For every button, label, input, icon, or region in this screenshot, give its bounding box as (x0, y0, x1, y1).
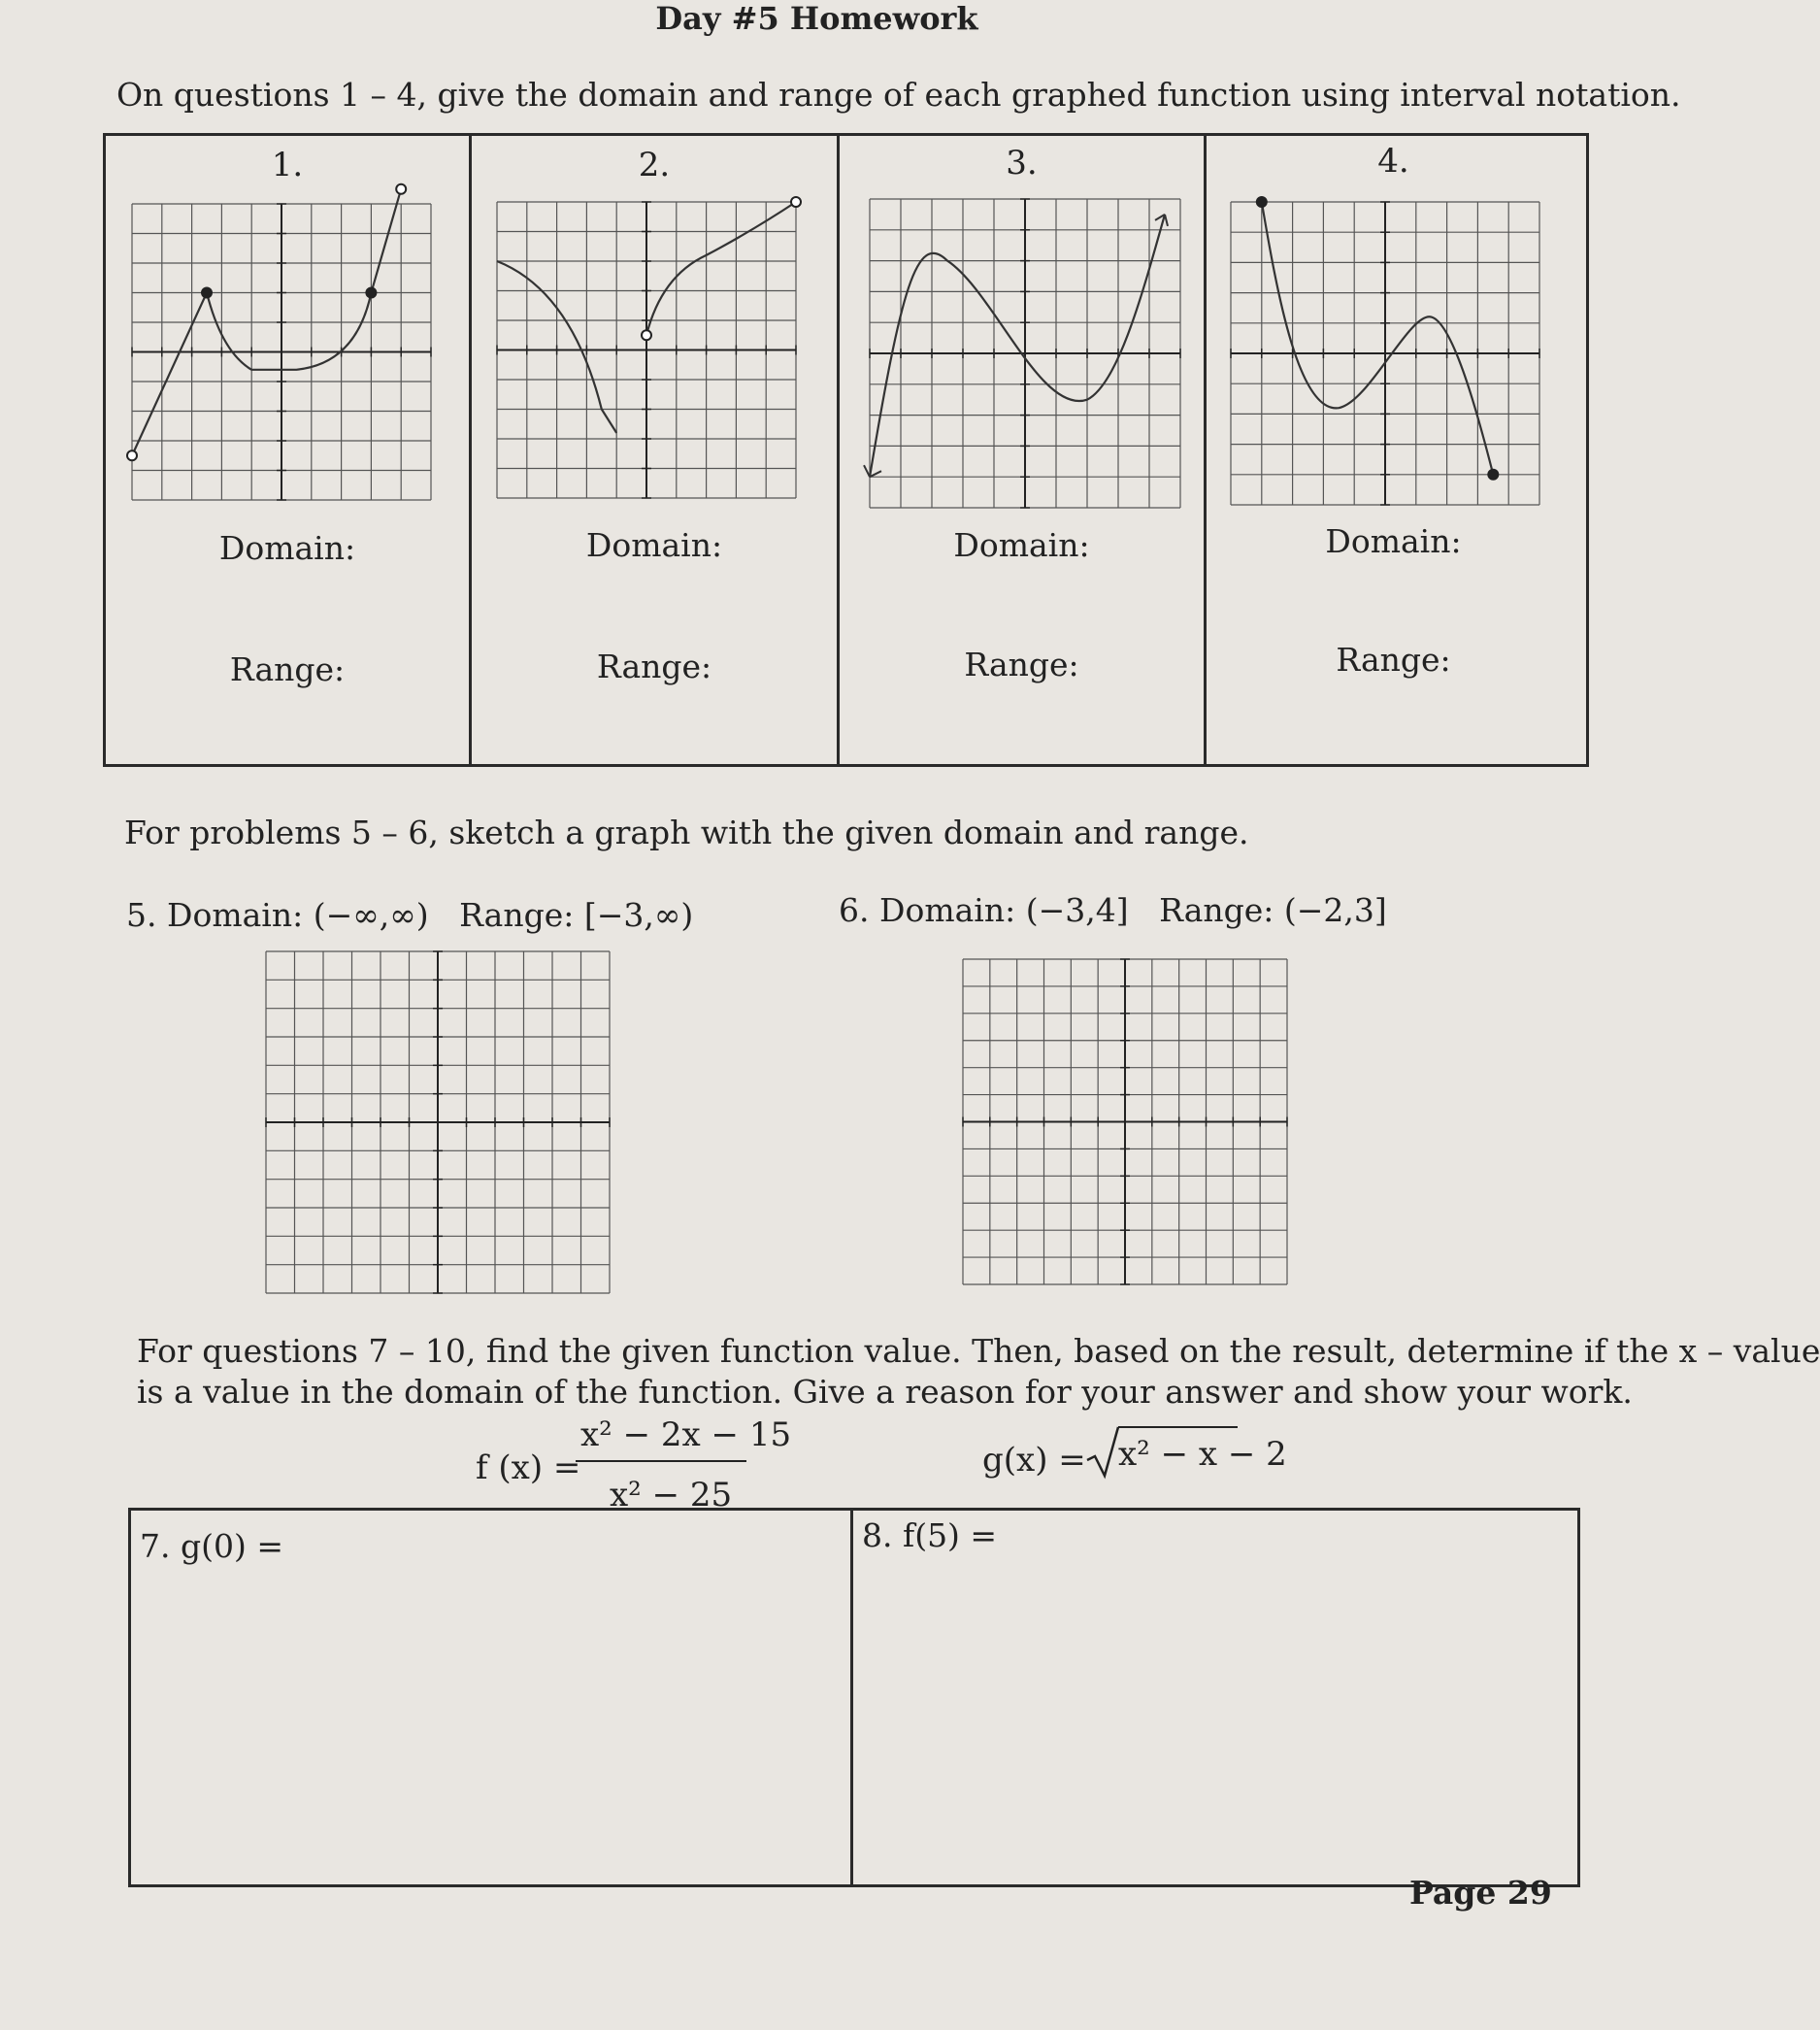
graph-2 (497, 202, 796, 498)
range-value: [−3,∞) (583, 896, 694, 934)
endpoint-dot (127, 450, 137, 460)
problem-number: 1. (271, 146, 304, 184)
blank-graph-5[interactable] (266, 951, 610, 1293)
g-definition-lhs: g(x) = (982, 1441, 1086, 1480)
range-value: (−2,3] (1283, 891, 1387, 929)
endpoint-dot (791, 197, 801, 207)
section1-instruction: On questions 1 – 4, give the domain and range of each graphed function using interval notation. (116, 76, 1681, 114)
problem-number: 6. (839, 891, 870, 929)
endpoint-dot (1257, 197, 1267, 207)
function-curve (1262, 202, 1494, 475)
domain-label: Domain: (218, 529, 356, 567)
question-7-label: 7. g(0) = (140, 1527, 283, 1565)
range-label: Range: (596, 648, 712, 685)
g-radicand: x² − x − 2 (1118, 1435, 1287, 1474)
point-dot (366, 288, 376, 298)
section2-instruction: For problems 5 – 6, sketch a graph with the given domain and range. (124, 814, 1249, 851)
range-label: Range: (1336, 641, 1451, 679)
endpoint-dot (396, 184, 406, 194)
radical-vinculum (1118, 1426, 1238, 1428)
radical-sign-icon (1083, 1423, 1122, 1481)
f-numerator: x² − 2x − 15 (580, 1415, 792, 1454)
section3-instruction-line1: For questions 7 – 10, find the given function value. Then, based on the result, determine if the x – value (137, 1332, 1820, 1370)
range-label: Range: (459, 896, 575, 934)
question-8-label: 8. f(5) = (862, 1516, 998, 1554)
graph-1 (132, 204, 431, 500)
range-label: Range: (229, 650, 346, 688)
problem-5-prompt (126, 896, 693, 934)
fraction-bar (576, 1460, 746, 1462)
graph-4 (1231, 202, 1539, 505)
point-dot (202, 288, 212, 298)
right-curve (646, 202, 796, 335)
domain-value: (−3,4] (1025, 891, 1129, 929)
problem-number: 5. (126, 896, 157, 934)
function-curve (870, 215, 1165, 477)
problem-number: 3. (1006, 144, 1038, 183)
domain-label: Domain: (879, 891, 1016, 929)
range-label: Range: (964, 646, 1079, 683)
f-denominator: x² − 25 (610, 1476, 733, 1514)
endpoint-dot (1488, 470, 1498, 480)
divider (850, 1508, 853, 1887)
graph-3 (870, 199, 1180, 508)
range-label: Range: (1159, 891, 1274, 929)
endpoint-dot (642, 330, 651, 340)
domain-value: (−∞,∞) (313, 896, 429, 934)
answer-area-7[interactable] (138, 1547, 843, 1868)
problem-number: 4. (1377, 142, 1409, 181)
f-definition-lhs: f (x) = (476, 1448, 581, 1487)
domain-label: Domain: (1325, 522, 1462, 560)
problem-6-prompt (839, 891, 1387, 929)
blank-graph-6[interactable] (963, 959, 1287, 1284)
domain-label: Domain: (585, 526, 723, 564)
domain-label: Domain: (953, 526, 1090, 564)
problem-number: 2. (638, 146, 671, 184)
page-number: Page 29 (1409, 1874, 1552, 1912)
page-title: Day #5 Homework (655, 0, 978, 37)
answer-area-8[interactable] (860, 1557, 1567, 1878)
domain-label: Domain: (167, 896, 304, 934)
section3-instruction-line2: is a value in the domain of the function. Give a reason for your answer and show your work. (137, 1373, 1633, 1411)
